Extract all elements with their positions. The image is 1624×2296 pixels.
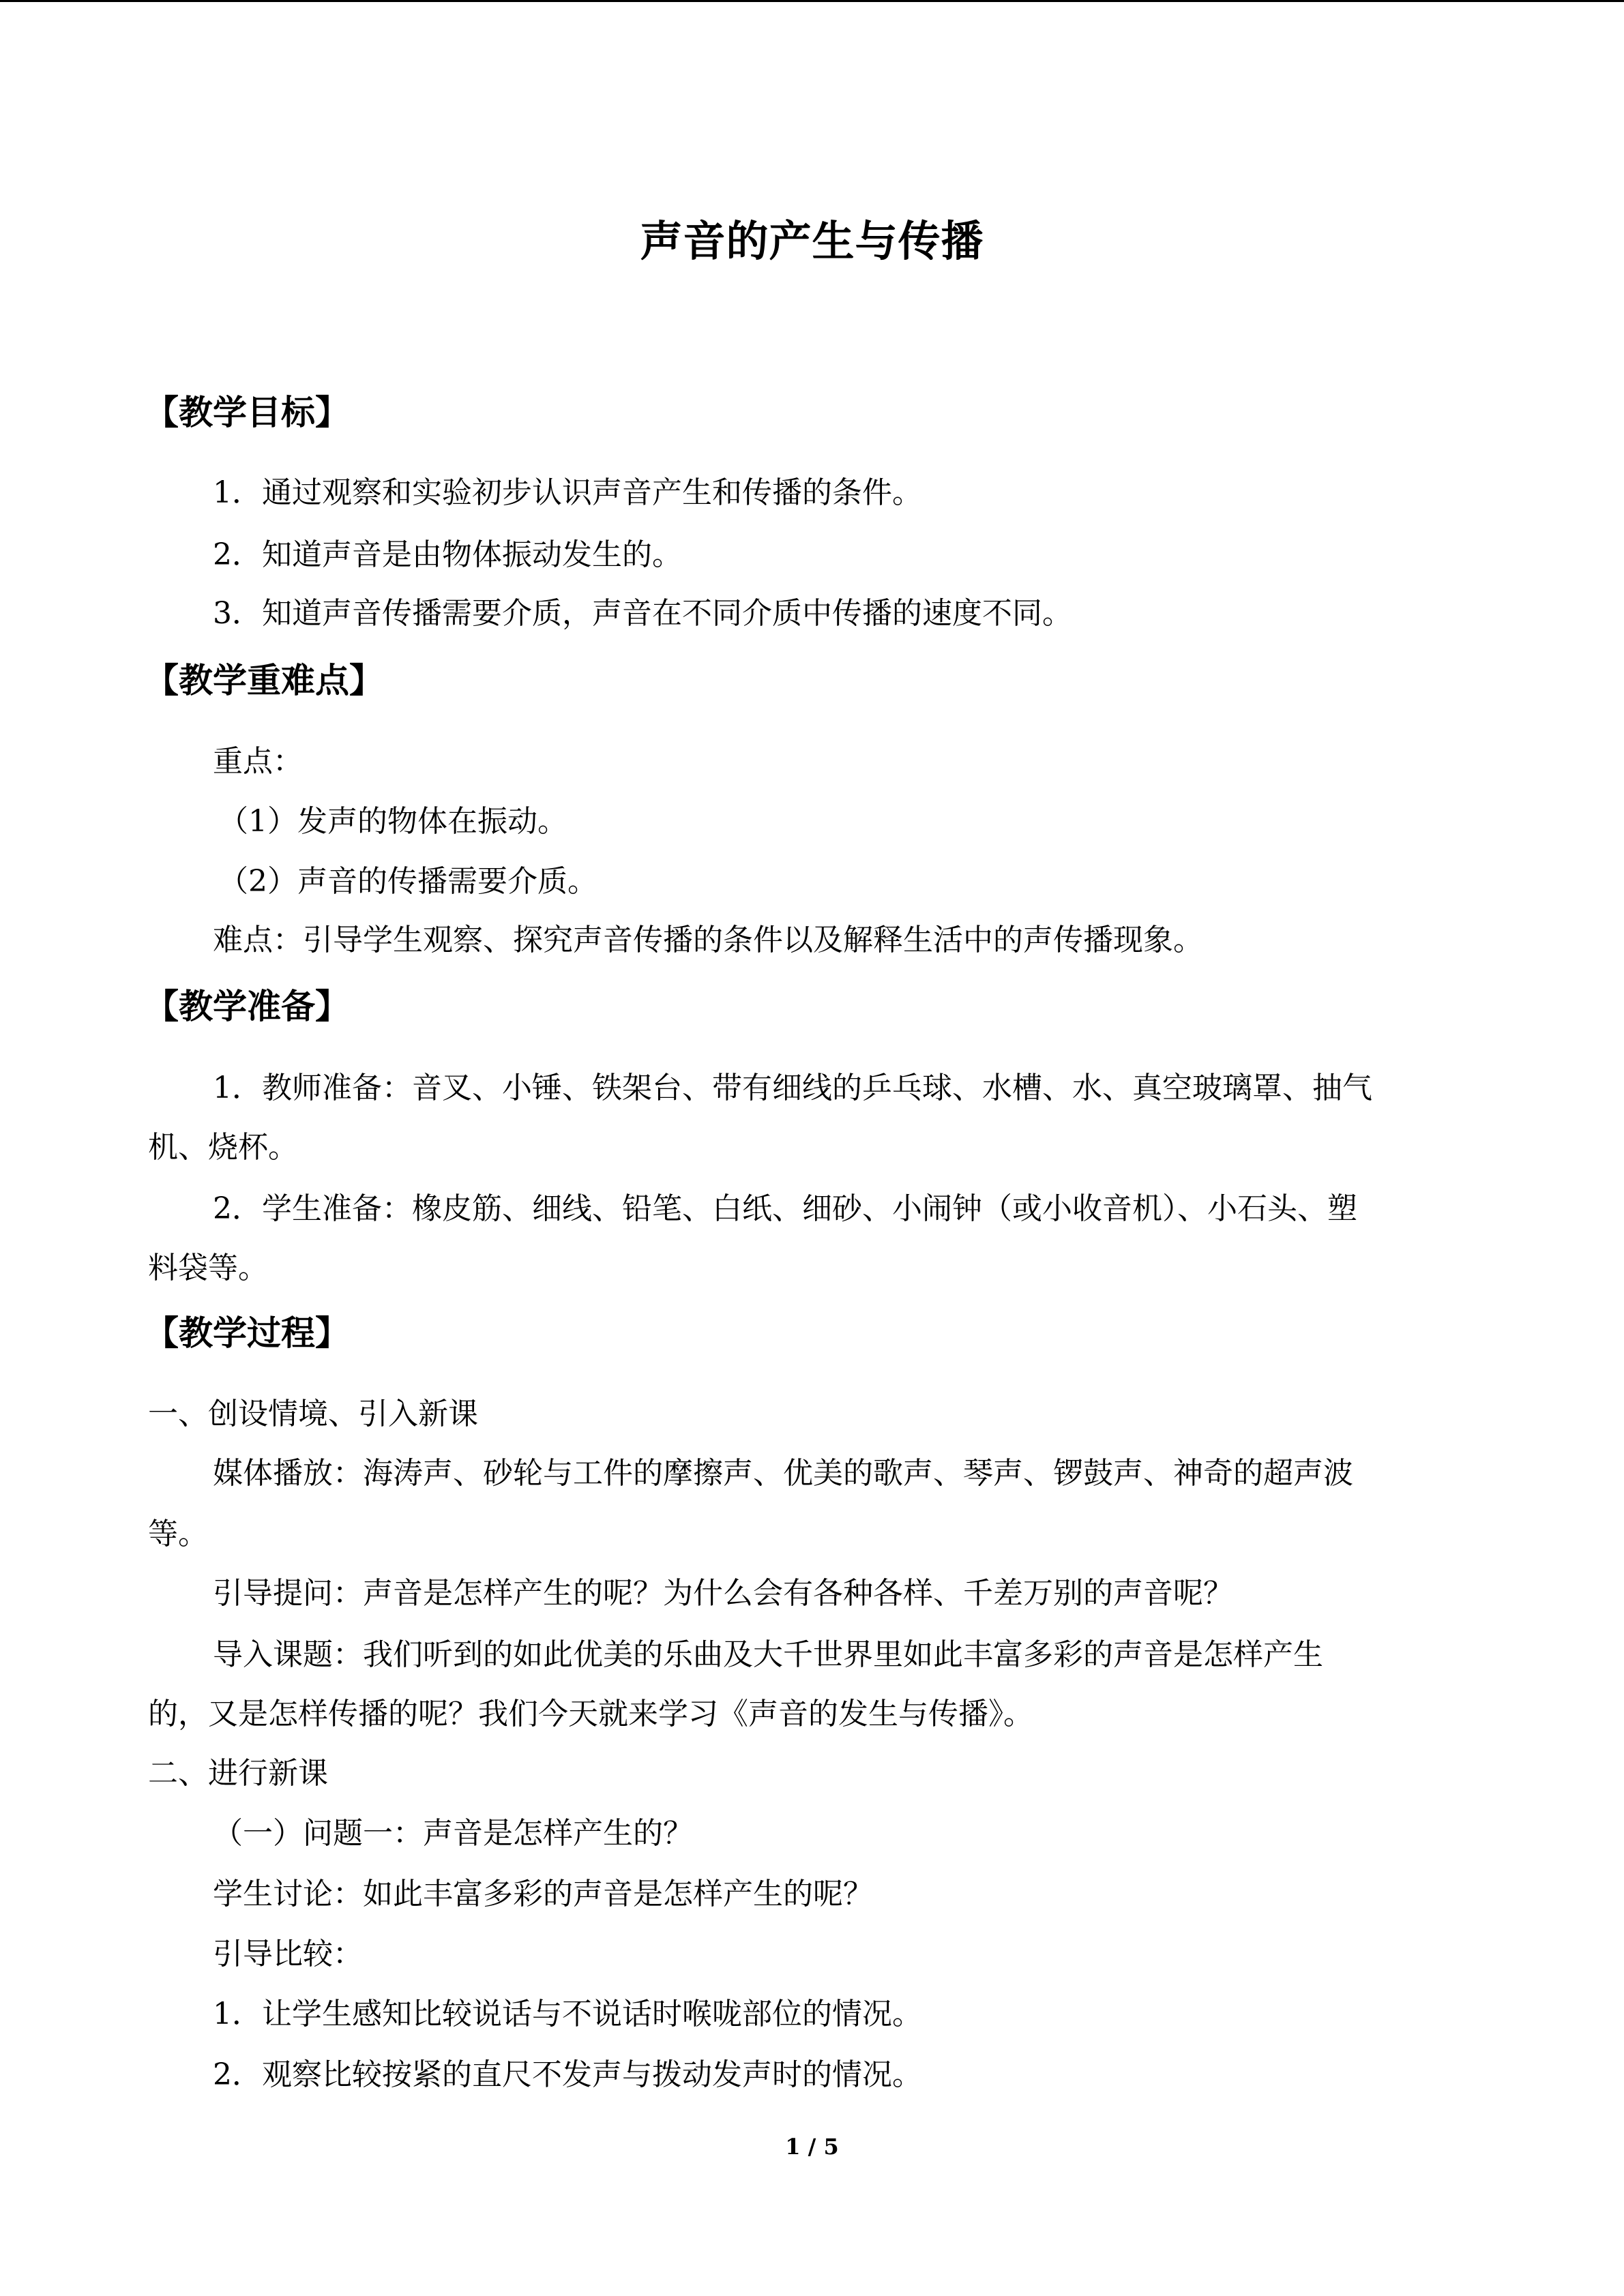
page-number: 1 / 5: [785, 2134, 839, 2160]
goal-item-3: 3．知道声音传播需要介质，声音在不同介质中传播的速度不同。: [213, 596, 1072, 631]
heading-teaching-process: 【教学过程】: [145, 1313, 349, 1353]
compare-item-1: 1．让学生感知比较说话与不说话时喉咙部位的情况。: [213, 1997, 922, 2031]
key-point-1: （1）发声的物体在振动。: [218, 804, 567, 839]
part1-heading: 一、创设情境、引入新课: [148, 1397, 478, 1431]
prep-student-line-2: 料袋等。: [148, 1251, 268, 1285]
heading-key-difficult-points: 【教学重难点】: [145, 661, 383, 700]
media-line-1: 媒体播放：海涛声、砂轮与工件的摩擦声、优美的歌声、琴声、锣鼓声、神奇的超声波: [213, 1456, 1353, 1491]
goal-item-2: 2．知道声音是由物体振动发生的。: [213, 537, 682, 572]
key-label: 重点：: [213, 744, 303, 779]
part2-heading: 二、进行新课: [148, 1756, 328, 1791]
student-discussion: 学生讨论：如此丰富多彩的声音是怎样产生的呢？: [213, 1877, 873, 1911]
key-point-2: （2）声音的传播需要介质。: [218, 864, 597, 899]
intro-line-1: 导入课题：我们听到的如此优美的乐曲及大千世界里如此丰富多彩的声音是怎样产生: [213, 1637, 1323, 1672]
prep-teacher-line-2: 机、烧杯。: [148, 1130, 298, 1165]
question-one: （一）问题一：声音是怎样产生的？: [213, 1816, 693, 1851]
compare-label: 引导比较：: [213, 1937, 363, 1971]
prep-teacher-line-1: 1．教师准备：音叉、小锤、铁架台、带有细线的乒乓球、水槽、水、真空玻璃罩、抽气: [213, 1071, 1372, 1105]
heading-teaching-goals: 【教学目标】: [145, 393, 349, 432]
difficulty-text: 难点：引导学生观察、探究声音传播的条件以及解释生活中的声传播现象。: [213, 923, 1203, 957]
prep-student-line-1: 2．学生准备：橡皮筋、细线、铅笔、白纸、细砂、小闹钟（或小收音机）、小石头、塑: [213, 1191, 1357, 1226]
intro-line-2: 的，又是怎样传播的呢？我们今天就来学习《声音的发生与传播》。: [148, 1697, 1033, 1731]
document-title: 声音的产生与传播: [640, 216, 984, 266]
media-line-2: 等。: [148, 1517, 208, 1551]
goal-item-1: 1．通过观察和实验初步认识声音产生和传播的条件。: [213, 475, 922, 510]
heading-teaching-preparation: 【教学准备】: [145, 987, 349, 1026]
guide-question: 引导提问：声音是怎样产生的呢？为什么会有各种各样、千差万别的声音呢？: [213, 1576, 1233, 1611]
compare-item-2: 2．观察比较按紧的直尺不发声与拨动发声时的情况。: [213, 2057, 922, 2092]
